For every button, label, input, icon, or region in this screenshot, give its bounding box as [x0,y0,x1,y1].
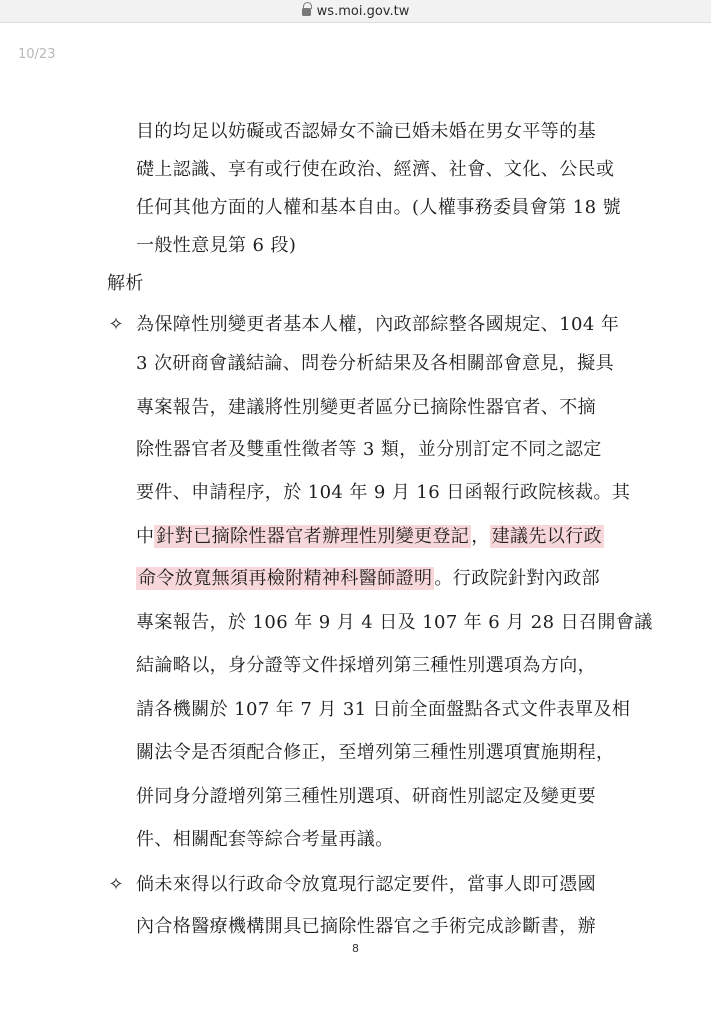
bullet-icon: ✧ [108,314,124,335]
paragraph-line: 併同身分證增列第三種性別選項、研商性別認定及變更要 [136,786,596,807]
paragraph-line: 專案報告，於 106 年 9 月 4 日及 107 年 6 月 28 日召開會議 [136,612,653,633]
text-segment: ， [471,526,490,547]
quote-line: 任何其他方面的人權和基本自由。(人權事務委員會第 18 號 [136,197,621,218]
bullet-icon: ✧ [108,874,124,895]
paragraph-line: 請各機關於 107 年 7 月 31 日前全面盤點各式文件表單及相 [136,699,631,720]
paragraph-line-highlighted [136,525,604,549]
lock-icon [302,6,311,16]
page-indicator: 10/23 [18,47,56,62]
paragraph-line-highlighted [136,567,600,591]
highlight-annotation[interactable]: 針對已摘除性器官者辦理性別變更登記 [156,526,470,547]
paragraph-line: 結論略以，身分證等文件採增列第三種性別選項為方向， [136,655,596,676]
highlight-annotation[interactable]: 命令放寬無須再檢附精神科醫師證明 [138,568,433,589]
paragraph-line: 要件、申請程序，於 104 年 9 月 16 日函報行政院核裁。其 [136,482,631,503]
paragraph-line: 專案報告，建議將性別變更者區分已摘除性器官者、不摘 [136,397,596,418]
quote-line: 目的均足以妨礙或否認婦女不論已婚未婚在男女平等的基 [136,121,596,142]
browser-address-bar[interactable] [0,0,711,23]
paragraph-line: 內合格醫療機構開具已摘除性器官之手術完成診斷書，辦 [136,916,596,937]
paragraph-line: 除性器官者及雙重性徵者等 3 類，並分別訂定不同之認定 [136,439,602,460]
paragraph-line: 倘未來得以行政命令放寬現行認定要件，當事人即可憑國 [136,874,596,895]
quote-line: 礎上認識、享有或行使在政治、經濟、社會、文化、公民或 [136,159,615,180]
url-display[interactable] [302,4,410,19]
section-heading: 解析 [107,273,144,294]
highlight-annotation[interactable]: 建議先以行政 [491,526,603,547]
paragraph-line: 關法令是否須配合修正，至增列第三種性別選項實施期程， [136,742,615,763]
paragraph-line: 3 次研商會議結論、問卷分析結果及各相關部會意見，擬具 [136,353,614,374]
text-segment: 。行政院針對內政部 [434,568,601,589]
url-text: ws.moi.gov.tw [316,3,410,19]
quote-line: 一般性意見第 6 段) [136,235,297,256]
paragraph-line: 為保障性別變更者基本人權，內政部綜整各國規定、104 年 [136,314,620,335]
text-segment: 中 [136,526,155,547]
paragraph-line: 件、相關配套等綜合考量再議。 [136,829,394,850]
page-number: 8 [352,942,359,955]
